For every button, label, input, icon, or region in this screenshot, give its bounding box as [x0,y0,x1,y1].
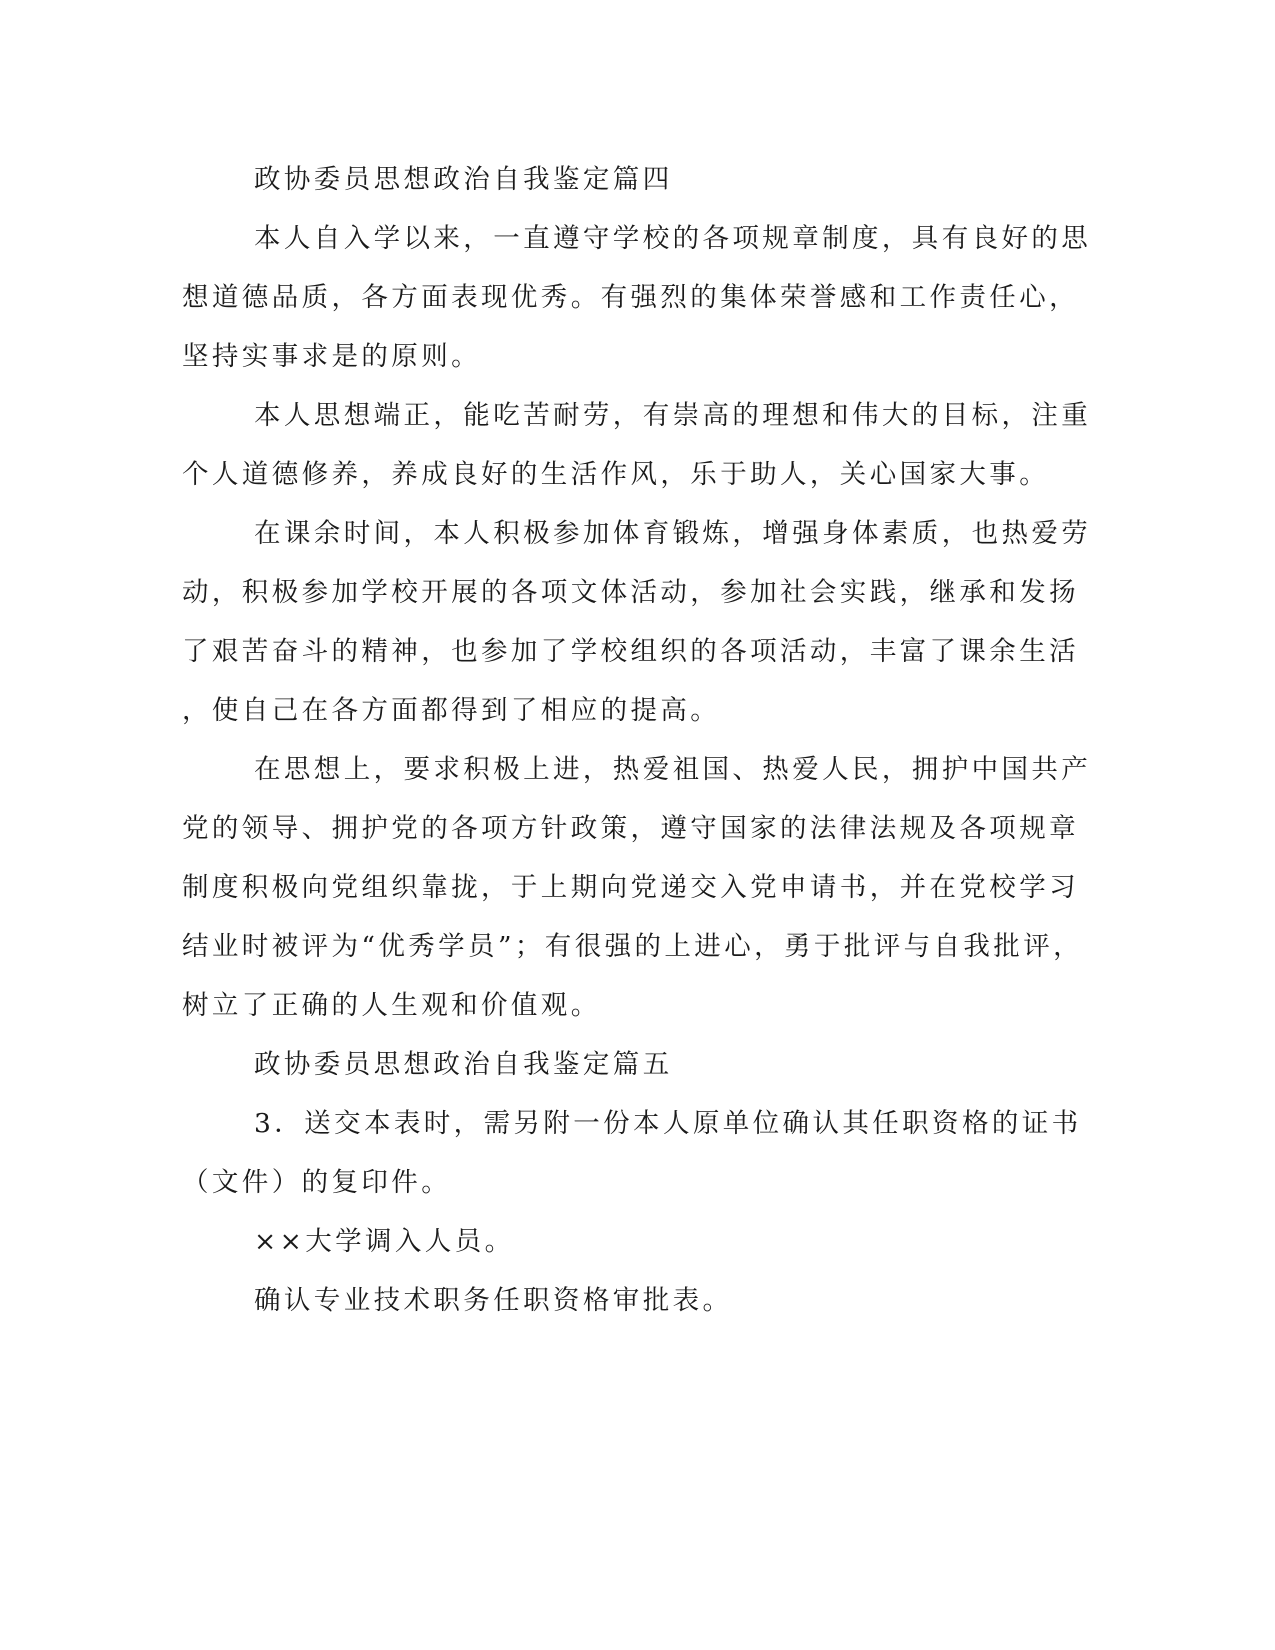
paragraph-line: 党的领导、拥护党的各项方针政策，遵守国家的法律法规及各项规章 [182,813,1079,844]
paragraph-line: 动，积极参加学校开展的各项文体活动，参加社会实践，继承和发扬 [182,577,1079,608]
paragraph-line: 个人道德修养，养成良好的生活作风，乐于助人，关心国家大事。 [182,459,1050,490]
paragraph-line: 本人自入学以来，一直遵守学校的各项规章制度，具有良好的思 [254,223,1092,254]
paragraph-line: （文件）的复印件。 [182,1167,452,1198]
paragraph-line: 确认专业技术职务任职资格审批表。 [254,1285,733,1316]
paragraph-line: 3．送交本表时，需另附一份本人原单位确认其任职资格的证书 [254,1108,1082,1139]
section-heading-4: 政协委员思想政治自我鉴定篇四 [254,164,673,195]
paragraph-line: ，使自己在各方面都得到了相应的提高。 [182,695,721,726]
paragraph-line: 结业时被评为“优秀学员”；有很强的上进心，勇于批评与自我批评， [182,931,1083,962]
paragraph-line: 想道德品质，各方面表现优秀。有强烈的集体荣誉感和工作责任心， [182,282,1079,313]
paragraph-line: 制度积极向党组织靠拢，于上期向党递交入党申请书，并在党校学习 [182,872,1079,903]
paragraph-line: 树立了正确的人生观和价值观。 [182,990,601,1021]
paragraph-line: 在课余时间，本人积极参加体育锻炼，增强身体素质，也热爱劳 [254,518,1092,549]
section-heading-5: 政协委员思想政治自我鉴定篇五 [254,1049,673,1080]
paragraph-line: 了艰苦奋斗的精神，也参加了学校组织的各项活动，丰富了课余生活 [182,636,1079,667]
paragraph-line: 在思想上，要求积极上进，热爱祖国、热爱人民，拥护中国共产 [254,754,1092,785]
paragraph-line: 本人思想端正，能吃苦耐劳，有崇高的理想和伟大的目标，注重 [254,400,1092,431]
paragraph-line: 坚持实事求是的原则。 [182,341,481,372]
paragraph-line: ××大学调入人员。 [254,1226,515,1257]
